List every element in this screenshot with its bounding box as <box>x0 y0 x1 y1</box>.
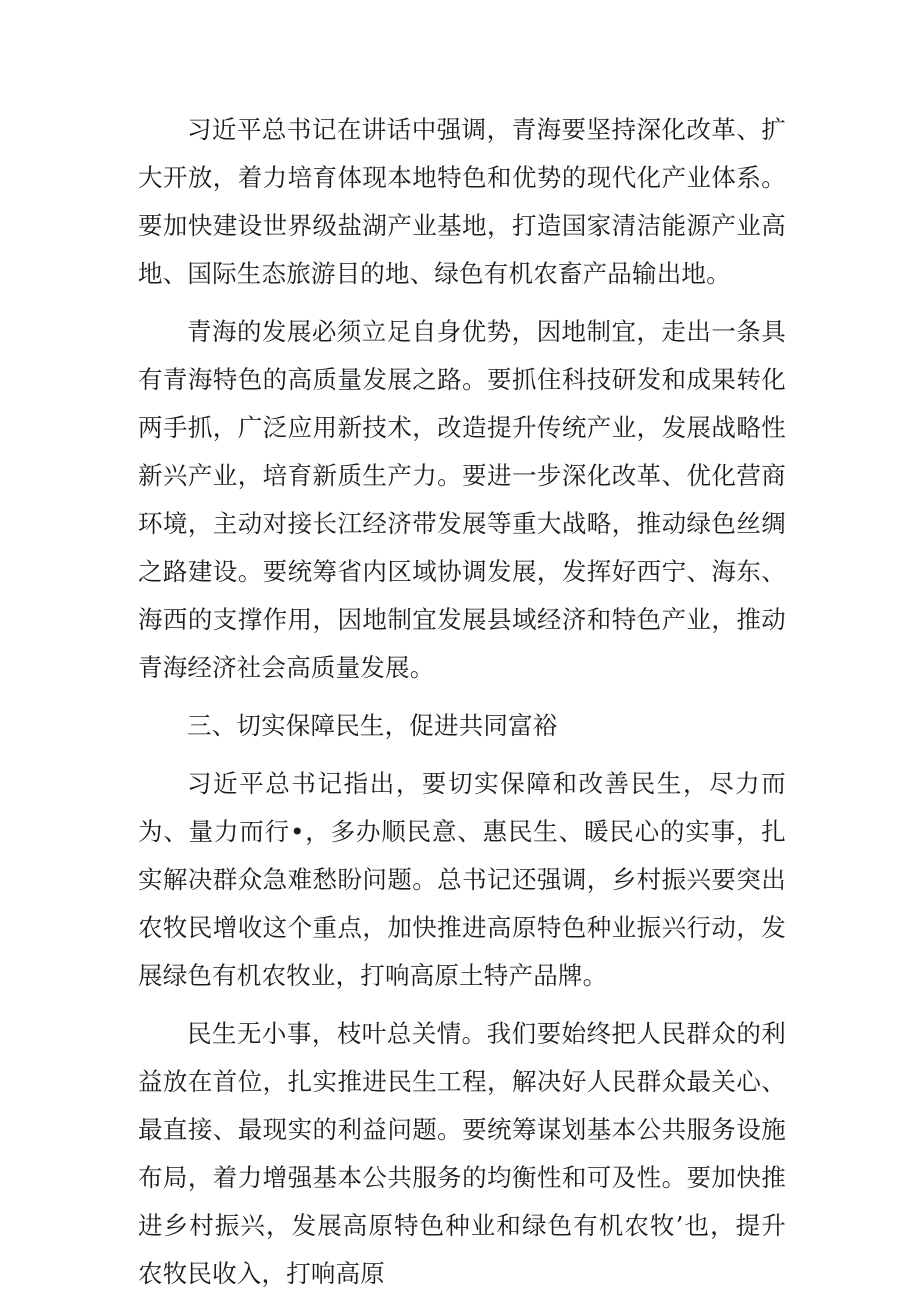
paragraph-1: 习近平总书记在讲话中强调，青海要坚持深化改革、扩大开放，着力培育体现本地特色和优势的现代化产业体系。要加快建设世界级盐湖产业基地，打造国家清洁能源产业高地、国际生态旅游目的地、绿色有机农畜产品输出地。 <box>138 115 786 288</box>
paragraph-4: 民生无小事，枝叶总关情。我们要始终把人民群众的利益放在首位，扎实推进民生工程，解决好人民群众最关心、最直接、最现实的利益问题。要统筹谋划基本公共服务设施布局，着力增强基本公共服务的均衡性和可及性。要加快推进乡村振兴，发展高原特色种业和绿色有机农牧’也，提升农牧民收入，打响高原 <box>138 1019 786 1288</box>
document-body <box>138 106 786 1298</box>
paragraph-2: 青海的发展必须立足自身优势，因地制宜，走出一条具有青海特色的高质量发展之路。要抓住科技研发和成果转化两手抓，广泛应用新技术，改造提升传统产业，发展战略性新兴产业，培育新质生产力。要进一步深化改革、优化营商环境，主动对接长江经济带发展等重大战略，推动绿色丝绸之路建设。要统筹省内区域协调发展，发挥好西宁、海东、海西的支撑作用，因地制宜发展县域经济和特色产业，推动青海经济社会高质量发展。 <box>138 317 786 682</box>
paragraph-3: 习近平总书记指出，要切实保障和改善民生，尽力而为、量力而行•，多办顺民意、惠民生、暖民心的实事，扎实解决群众急难愁盼问题。总书记还强调，乡村振兴要突出农牧民增收这个重点，加快推进高原特色种业振兴行动，发展绿色有机农牧业，打响高原土特产品牌。 <box>138 769 786 990</box>
section-heading: 三、切实保障民生，促进共同富裕 <box>187 711 558 740</box>
